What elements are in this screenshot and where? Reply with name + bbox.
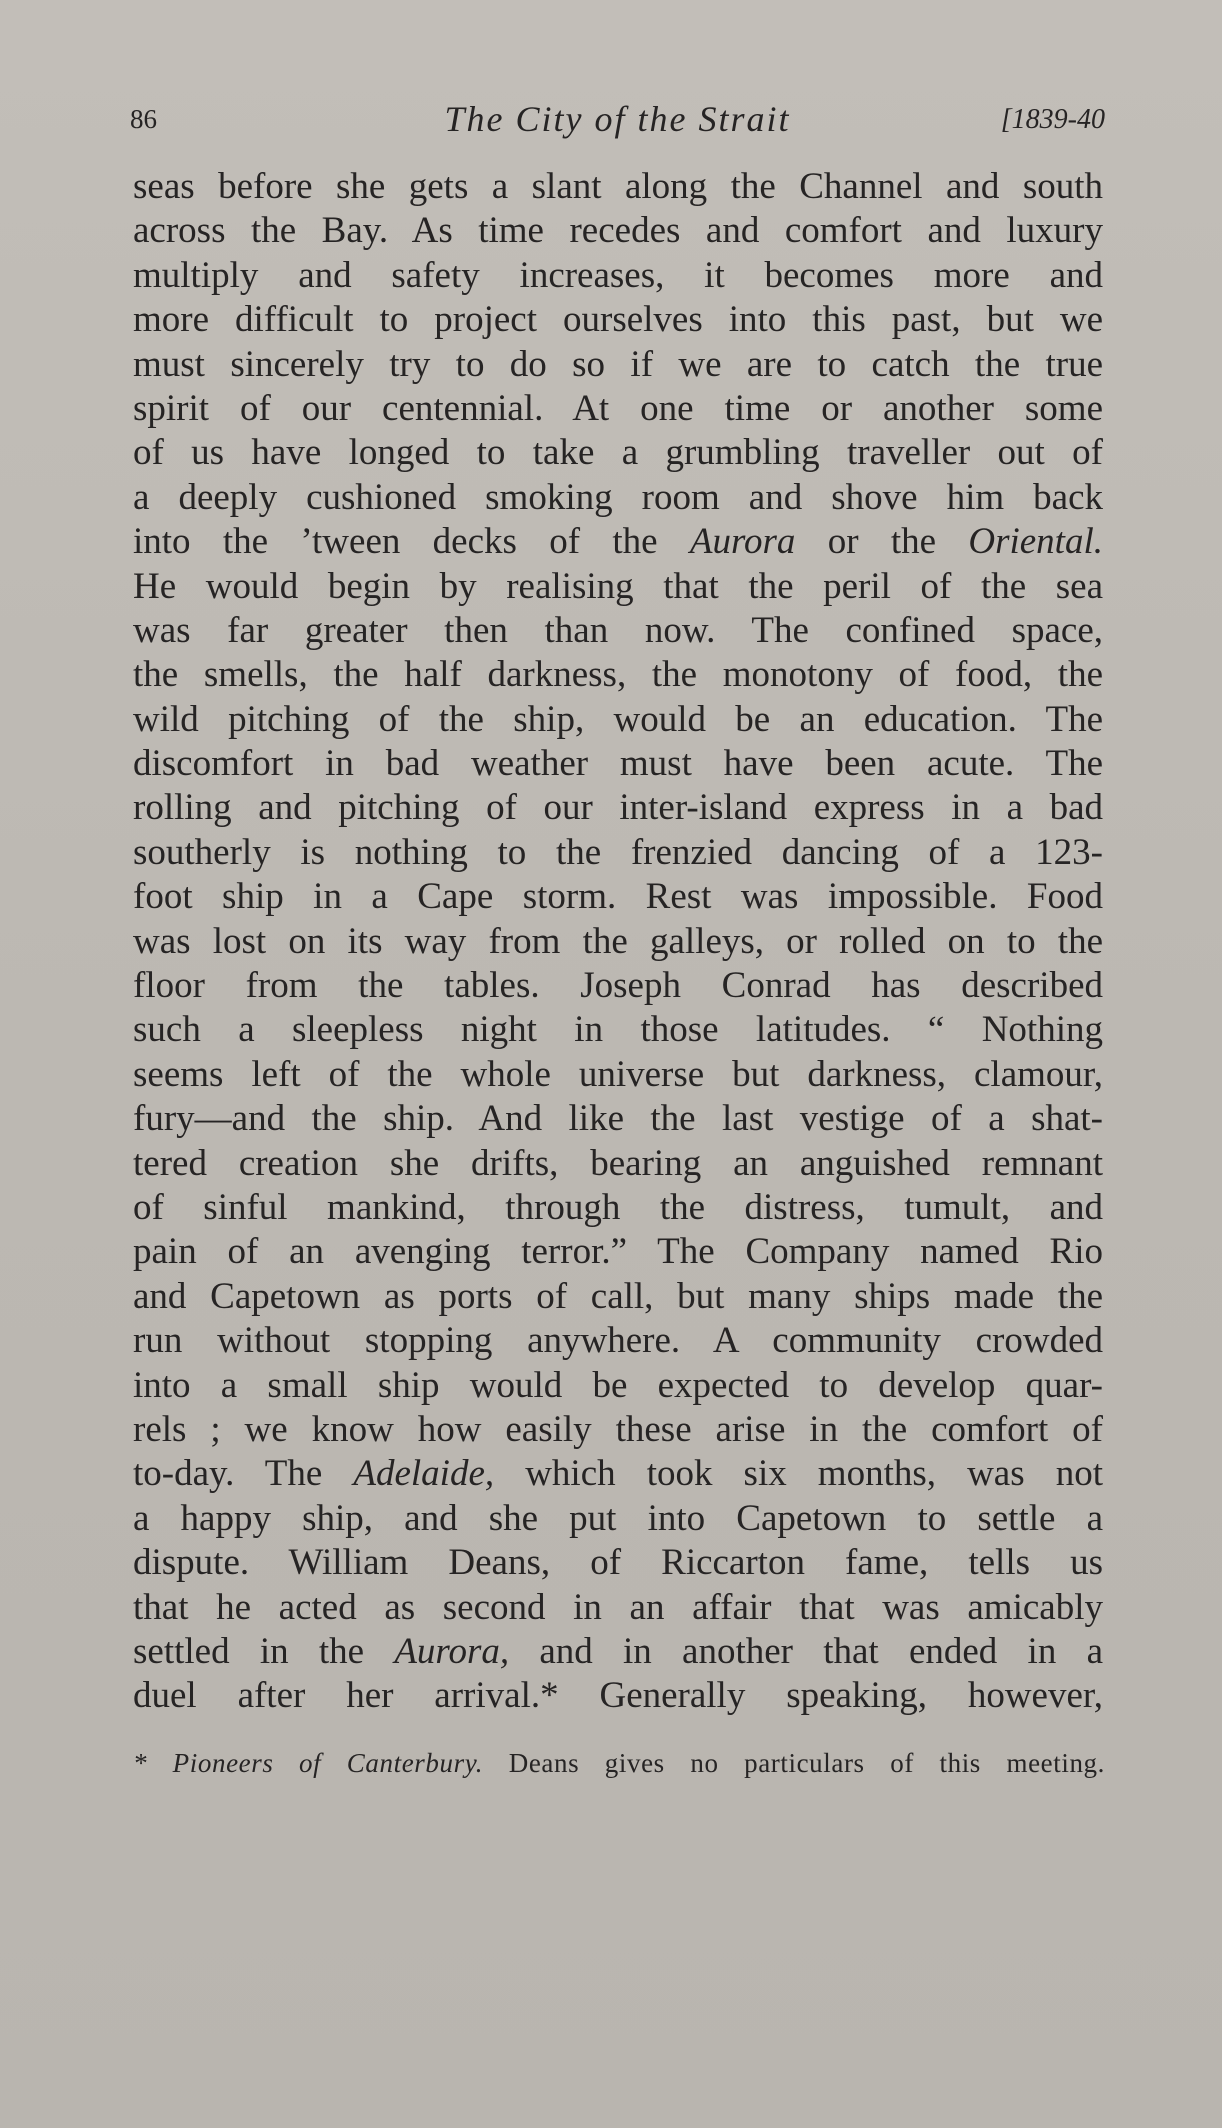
text-line: the smells, the half darkness, the monotony of food, the (133, 654, 1103, 696)
text-line: was lost on its way from the galleys, or rolled on to the (133, 920, 1103, 962)
text-line: floor from the tables. Joseph Conrad has described (133, 965, 1103, 1007)
text-line: of us have longed to take a grumbling traveller out of (133, 432, 1103, 474)
text-line: to-day. The Adelaide, which took six months, was not (133, 1453, 1103, 1495)
text-line: into a small ship would be expected to develop quar- (133, 1364, 1103, 1406)
footnote (133, 1745, 1105, 1781)
text-line: discomfort in bad weather must have been acute. The (133, 743, 1103, 785)
text-line: a happy ship, and she put into Capetown to settle a (133, 1497, 1103, 1539)
text-line: He would begin by realising that the peril of the sea (133, 565, 1103, 607)
body-text (133, 165, 1103, 1719)
text-line: across the Bay. As time recedes and comfort and luxury (133, 210, 1103, 252)
footnote-citation: * Pioneers of Canterbury. (133, 1748, 484, 1778)
text-line: settled in the Aurora, and in another that ended in a (133, 1630, 1103, 1672)
text-line: that he acted as second in an affair that was amicably (133, 1586, 1103, 1628)
text-line: seas before she gets a slant along the Channel and south (133, 166, 1103, 207)
text-line: run without stopping anywhere. A community crowded (133, 1320, 1103, 1362)
page-header (130, 98, 1105, 150)
text-line: seems left of the whole universe but darkness, clamour, (133, 1053, 1103, 1095)
text-line: into the ’tween decks of the Aurora or the Oriental. (133, 521, 1103, 563)
text-line: of sinful mankind, through the distress, tumult, and (133, 1186, 1103, 1228)
text-line: spirit of our centennial. At one time or another some (133, 387, 1103, 429)
text-line: a deeply cushioned smoking room and shove him back (133, 476, 1103, 518)
text-line: duel after her arrival.* Generally speaking, however, (133, 1675, 1103, 1717)
text-line: multiply and safety increases, it becomes more and (133, 254, 1103, 296)
text-line: southerly is nothing to the frenzied dancing of a 123- (133, 831, 1103, 873)
text-line: more difficult to project ourselves into this past, but we (133, 299, 1103, 341)
text-line: rolling and pitching of our inter-island express in a bad (133, 787, 1103, 829)
footnote-text: Deans gives no particulars of this meeting. (508, 1748, 1106, 1778)
running-title: The City of the Strait (444, 99, 791, 139)
text-line: and Capetown as ports of call, but many ships made the (133, 1275, 1103, 1317)
text-line: rels ; we know how easily these arise in the comfort of (133, 1408, 1103, 1450)
text-line: was far greater then than now. The confined space, (133, 609, 1103, 651)
text-line: such a sleepless night in those latitudes. “ Nothing (133, 1009, 1103, 1051)
text-line: dispute. William Deans, of Riccarton fame, tells us (133, 1542, 1103, 1584)
text-line: must sincerely try to do so if we are to catch the true (133, 343, 1103, 385)
text-line: wild pitching of the ship, would be an education. The (133, 698, 1103, 740)
text-line: foot ship in a Cape storm. Rest was impossible. Food (133, 876, 1103, 918)
text-line: fury—and the ship. And like the last vestige of a shat- (133, 1098, 1103, 1140)
text-line: pain of an avenging terror.” The Company named Rio (133, 1231, 1103, 1273)
text-line: tered creation she drifts, bearing an anguished remnant (133, 1142, 1103, 1184)
page-number: 86 (130, 104, 157, 134)
date-range: [1839-40 (1000, 104, 1105, 135)
